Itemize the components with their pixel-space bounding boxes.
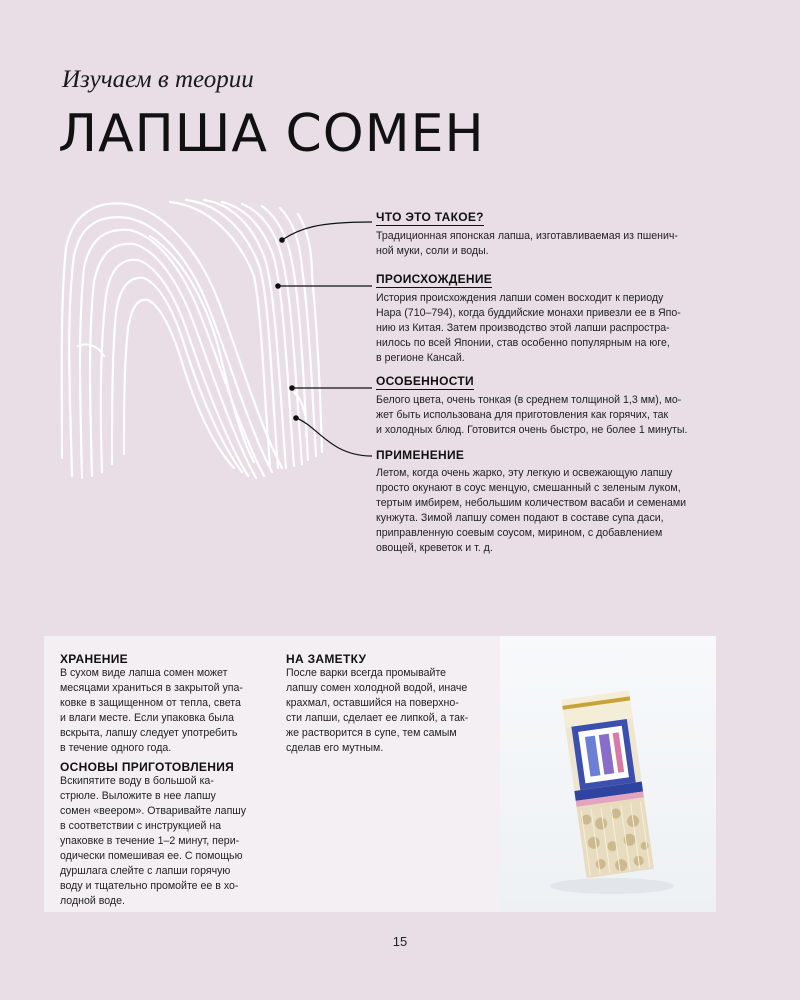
- noodle-bundle-image: [500, 636, 716, 912]
- info-heading: ЧТО ЭТО ТАКОЕ?: [376, 210, 484, 224]
- info-heading: ОСОБЕННОСТИ: [376, 374, 474, 388]
- info-usage: [376, 446, 721, 556]
- note-block: [286, 652, 486, 756]
- cooking-block: [60, 760, 260, 909]
- noodle-package-photo: [500, 636, 716, 912]
- storage-text: В сухом виде лапша сомен может месяцами храниться в закрытой упа- ковке в защищенном от тепла, света и влаги месте. Если упаковка была вскрыта, лапшу следует употребить в течение одного года.: [60, 667, 243, 754]
- info-what-is-it: [376, 208, 721, 259]
- page-number: 15: [392, 934, 408, 949]
- info-text: История происхождения лапши сомен восходит к периоду Нара (710–794), когда буддийские монахи привезли ее в Япо- нию из Китая. Затем производство этой лапши распростра- нилось по всей Японии, став особенно популярным на юге, в регионе Кансай.: [376, 292, 681, 364]
- info-text: Традиционная японская лапша, изготавливаемая из пшенич- ной муки, соли и воды.: [376, 230, 678, 257]
- noodle-n-illustration: [58, 196, 328, 486]
- note-text: После варки всегда промывайте лапшу сомен холодной водой, иначе крахмал, оставшийся на поверхно- сти лапши, сделает ее липкой, а так- же растворится в супе, тем самым сделав его мутным.: [286, 667, 469, 754]
- bottom-panel: [44, 636, 716, 912]
- storage-heading: ХРАНЕНИЕ: [60, 652, 128, 666]
- info-text: Белого цвета, очень тонкая (в среднем толщиной 1,3 мм), мо- жет быть использована для приготовления как горячих, так и холодных блюд. Готовится очень быстро, не более 1 минуты.: [376, 394, 688, 436]
- storage-block: [60, 652, 260, 756]
- cooking-heading: ОСНОВЫ ПРИГОТОВЛЕНИЯ: [60, 760, 235, 774]
- info-heading: ПРОИСХОЖДЕНИЕ: [376, 272, 493, 286]
- section-subtitle: Изучаем в теории: [62, 66, 254, 93]
- cooking-text: Вскипятите воду в большой ка- стрюле. Выложите в нее лапшу сомен «веером». Отваривайте лапшу в соответствии с инструкцией на упаковке в течение 1–2 минут, пери- одически помешивая ее. С помощью дуршлага слейте с лапши горячую воду и тщательно промойте ее в хо- лодной воде.: [60, 775, 247, 907]
- note-heading: НА ЗАМЕТКУ: [286, 652, 367, 666]
- info-heading: ПРИМЕНЕНИЕ: [376, 448, 465, 462]
- page-title: ЛАПША СОМЕН: [58, 104, 485, 164]
- info-text: Летом, когда очень жарко, эту легкую и освежающую лапшу просто окунают в соус менцую, смешанный с зеленым луком, тертым имбирем, небольшим количеством васаби и семенами кунжута. Зимой лапшу сомен подают в составе супа даси, приправленную соевым соусом, мирином, с добавлением овощей, креветок и т. д.: [376, 467, 687, 554]
- info-features: [376, 372, 721, 438]
- info-origin: [376, 270, 721, 366]
